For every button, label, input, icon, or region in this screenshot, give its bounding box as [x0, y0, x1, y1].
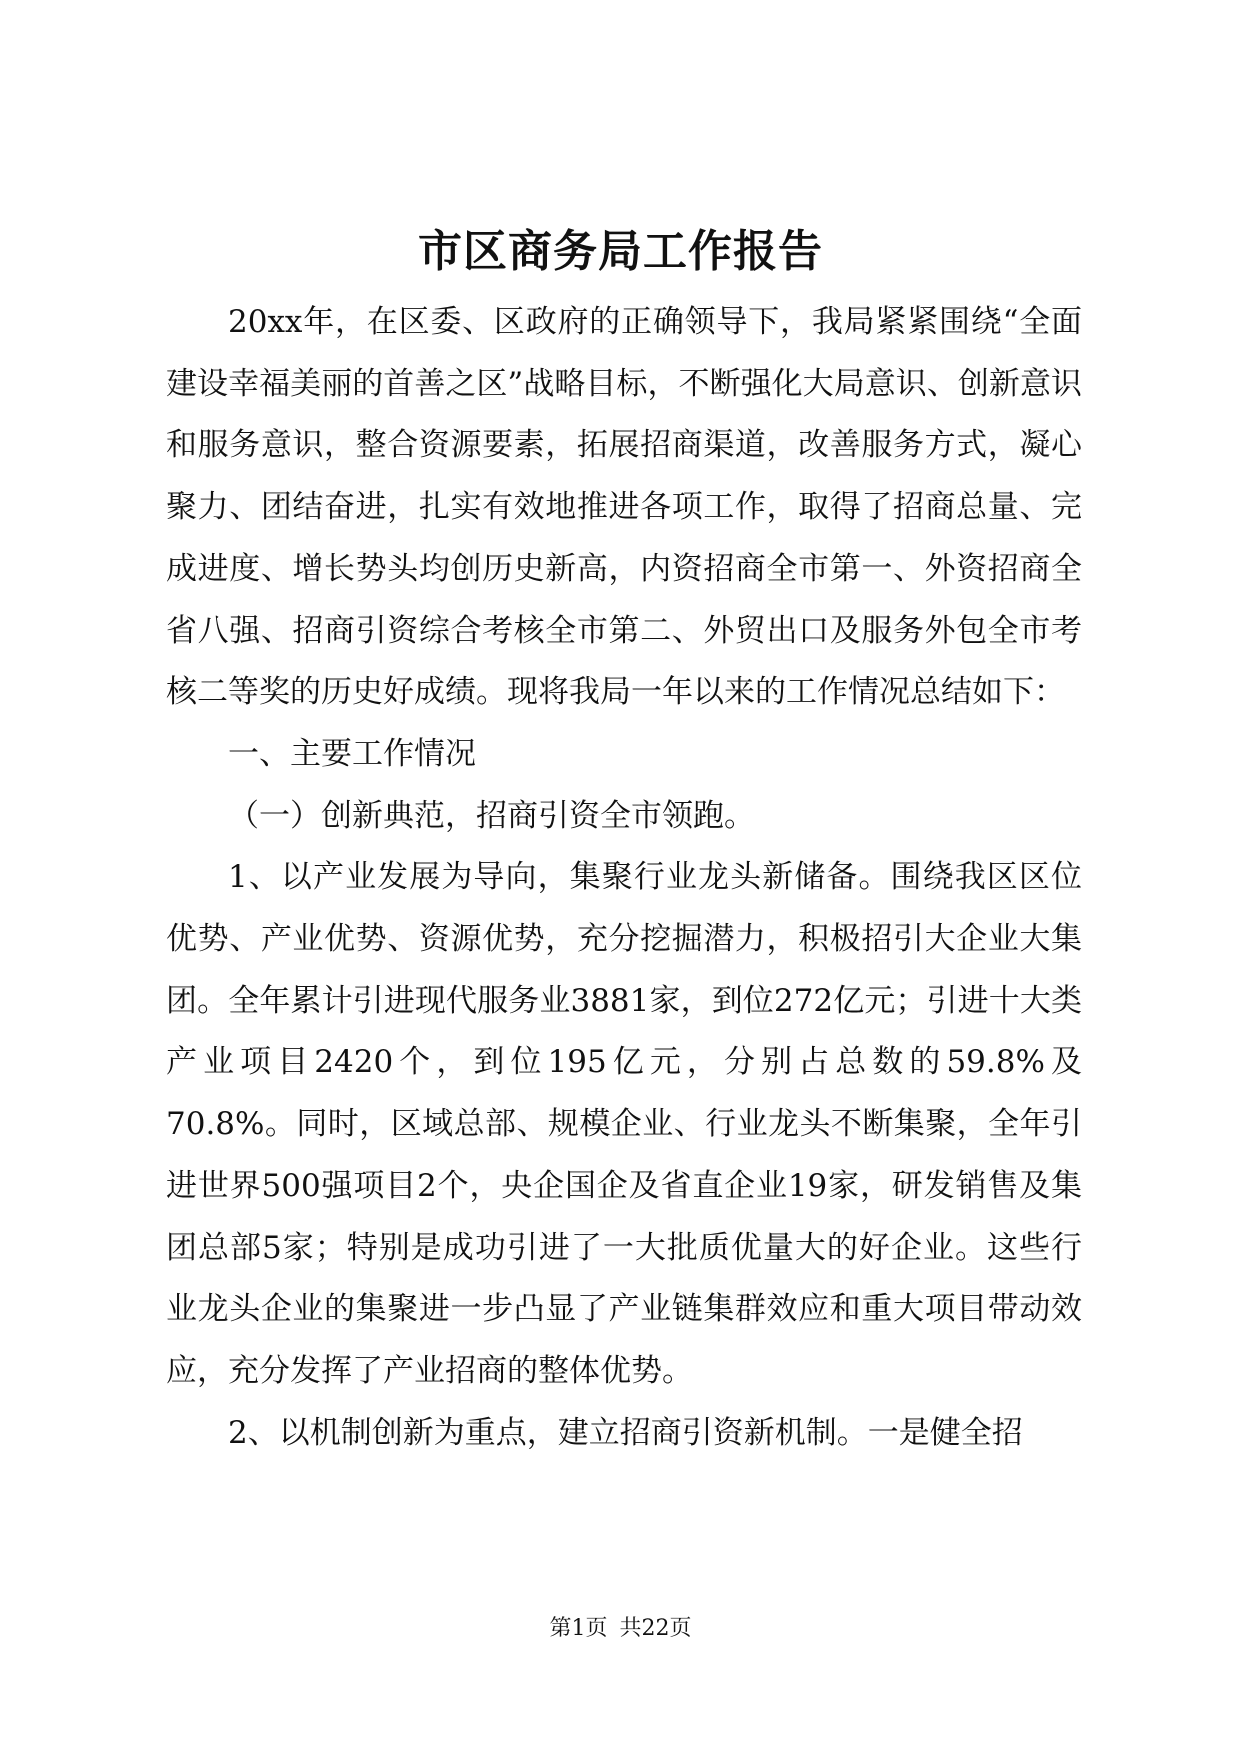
page-total: 共22页 [619, 1616, 692, 1641]
paragraph-item-2: 2、以机制创新为重点，建立招商引资新机制。一是健全招 [228, 1414, 1023, 1451]
page-number: 第1页 [549, 1616, 608, 1641]
paragraph-intro: 20xx年，在区委、区政府的正确领导下，我局紧紧围绕“全面建设幸福美丽的首善之区”战略目标，不断强化大局意识、创新意识和服务意识，整合资源要素，拓展招商渠道，改善服务方式，凝心聚力、团结奋进，扎实有效地推进各项工作，取得了招商总量、完成进度、增长势头均创历史新高，内资招商全市第一、外资招商全省八强、招商引资综合考核全市第二、外贸出口及服务外包全市考核二等奖的历史好成绩。现将我局一年以来的工作情况总结如下： [166, 304, 1082, 711]
page-footer [0, 1614, 1241, 1644]
document-body [166, 292, 1082, 1464]
paragraph-item-1: 1、以产业发展为导向，集聚行业龙头新储备。围绕我区区位优势、产业优势、资源优势，充分挖掘潜力，积极招引大企业大集团。全年累计引进现代服务业3881家，到位272亿元；引进十大类产业项目2420个，到位195亿元，分别占总数的59.8%及70.8%。同时，区域总部、规模企业、行业龙头不断集聚，全年引进世界500强项目2个，央企国企及省直企业19家，研发销售及集团总部5家；特别是成功引进了一大批质优量大的好企业。这些行业龙头企业的集聚进一步凸显了产业链集群效应和重大项目带动效应，充分发挥了产业招商的整体优势。 [166, 859, 1082, 1389]
subsection-heading: （一）创新典范，招商引资全市领跑。 [228, 797, 755, 834]
document-title: 市区商务局工作报告 [418, 226, 823, 277]
section-heading: 一、主要工作情况 [228, 735, 476, 772]
